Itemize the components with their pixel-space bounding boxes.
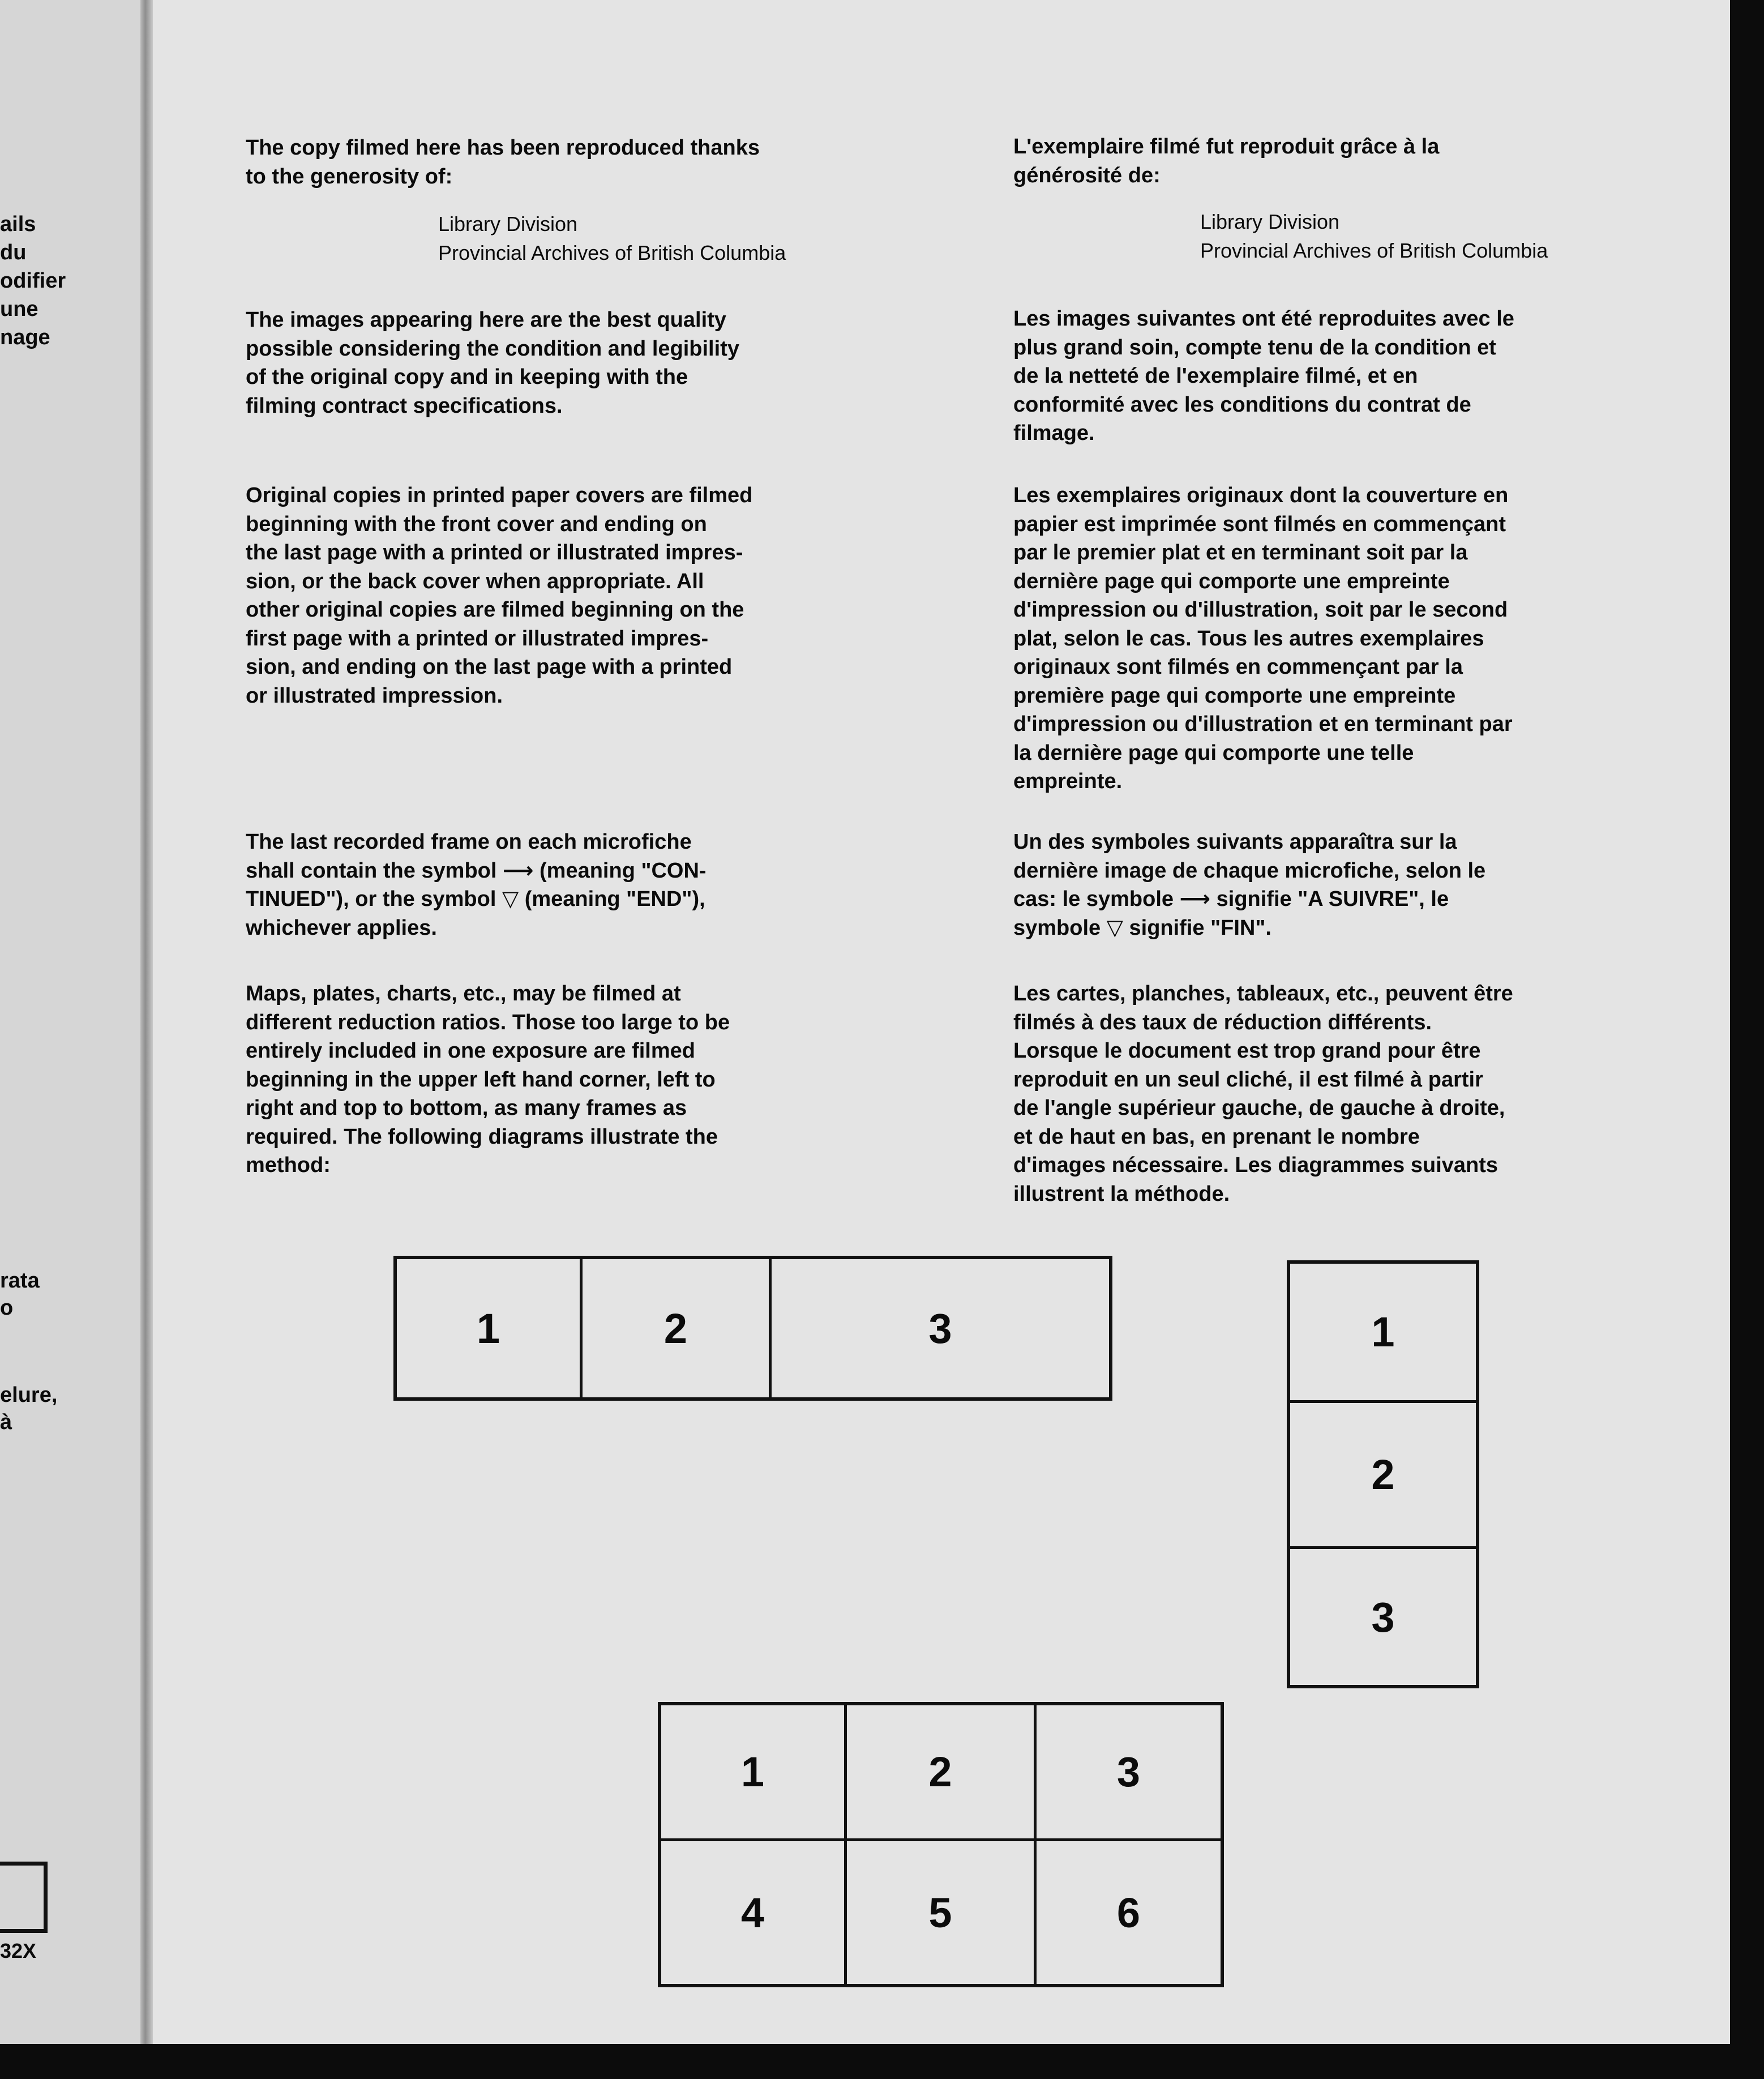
text-line: sion, or the back cover when appropriate. All bbox=[246, 569, 704, 593]
text-line: de l'angle supérieur gauche, de gauche à droite, bbox=[1013, 1096, 1505, 1120]
text-line: plus grand soin, compte tenu de la condition et bbox=[1013, 335, 1496, 360]
diagram-cell: 1 bbox=[1290, 1264, 1476, 1403]
diagram-cell: 1 bbox=[397, 1259, 583, 1397]
text-line: of the original copy and in keeping with the bbox=[246, 365, 688, 389]
diagram-cell: 2 bbox=[1290, 1403, 1476, 1549]
microfiche-page bbox=[153, 0, 1730, 2044]
text-line: the last page with a printed or illustrated impres- bbox=[246, 541, 743, 564]
diagram-horizontal bbox=[393, 1256, 1112, 1401]
diagram-cell: 3 bbox=[1037, 1705, 1221, 1841]
english-credit bbox=[438, 209, 786, 267]
english-intro bbox=[246, 134, 1033, 191]
text-line: Original copies in printed paper covers are filmed bbox=[246, 484, 753, 507]
text-line: de la netteté de l'exemplaire filmé, et en bbox=[1013, 364, 1418, 388]
english-paragraph-maps bbox=[246, 979, 1033, 1180]
french-paragraph-symbols bbox=[1013, 828, 1704, 942]
text-line: first page with a printed or illustrated impres- bbox=[246, 626, 709, 651]
text-line: d'images nécessaire. Les diagrammes suivants bbox=[1013, 1153, 1498, 1177]
text-line: dernière page qui comporte une empreinte bbox=[1013, 569, 1450, 593]
text-line: plat, selon le cas. Tous les autres exemplaires bbox=[1013, 626, 1484, 651]
fragment-label: 32X bbox=[0, 1939, 37, 1962]
text-line: L'exemplaire filmé fut reproduit grâce à la bbox=[1013, 135, 1440, 159]
diagram-cell: 3 bbox=[1371, 1593, 1395, 1641]
french-credit bbox=[1200, 207, 1548, 265]
text-line: possible considering the condition and legibility bbox=[246, 336, 739, 361]
text-line: The copy filmed here has been reproduced thanks bbox=[246, 136, 760, 160]
english-paragraph-originals bbox=[246, 481, 1033, 710]
text-line: filming contract specifications. bbox=[246, 393, 563, 418]
diagram-vertical bbox=[1287, 1260, 1479, 1688]
text-line: The last recorded frame on each microfiche bbox=[246, 830, 692, 854]
text-line: The images appearing here are the best quality bbox=[246, 308, 726, 332]
french-paragraph-quality bbox=[1013, 305, 1704, 448]
text-line: TINUED"), or the symbol ▽ (meaning "END"), bbox=[246, 887, 705, 911]
text-line: to the generosity of: bbox=[246, 164, 453, 189]
fragment-line: o bbox=[0, 1296, 14, 1320]
credit-line: Provincial Archives of British Columbia bbox=[1200, 239, 1548, 262]
fragment-line: du bbox=[0, 241, 27, 264]
text-line: première page qui comporte une empreinte bbox=[1013, 683, 1456, 708]
text-line: symbole ▽ signifie "FIN". bbox=[1013, 916, 1271, 940]
text-line: empreinte. bbox=[1013, 769, 1123, 793]
text-line: reproduit en un seul cliché, il est filmé à partir bbox=[1013, 1067, 1483, 1092]
text-line: beginning in the upper left hand corner, left to bbox=[246, 1067, 716, 1092]
text-line: Les cartes, planches, tableaux, etc., peuvent être bbox=[1013, 982, 1513, 1006]
french-paragraph-maps bbox=[1013, 979, 1704, 1208]
text-line: d'impression ou d'illustration et en terminant par bbox=[1013, 712, 1513, 736]
text-line: Les images suivantes ont été reproduites avec le bbox=[1013, 307, 1514, 331]
text-line: d'impression ou d'illustration, soit par le second bbox=[1013, 598, 1508, 622]
fragment-line: nage bbox=[0, 326, 50, 349]
text-line: filmés à des taux de réduction différents. bbox=[1013, 1010, 1432, 1034]
text-line: method: bbox=[246, 1153, 331, 1177]
english-paragraph-quality bbox=[246, 306, 1033, 420]
text-line: Un des symboles suivants apparaîtra sur la bbox=[1013, 830, 1457, 854]
fragment-line: rata bbox=[0, 1269, 40, 1293]
diagram-cell: 6 bbox=[1116, 1889, 1141, 1936]
text-line: sion, and ending on the last page with a printed bbox=[246, 655, 733, 679]
text-line: dernière image de chaque microfiche, selon le bbox=[1013, 858, 1486, 883]
diagram-cell: 2 bbox=[847, 1705, 1037, 1841]
diagram-cell: 3 bbox=[928, 1304, 952, 1352]
text-line: Maps, plates, charts, etc., may be filmed at bbox=[246, 982, 681, 1006]
text-line: or illustrated impression. bbox=[246, 683, 503, 708]
fragment-line: à bbox=[0, 1410, 12, 1434]
text-line: entirely included in one exposure are filmed bbox=[246, 1039, 695, 1063]
text-line: par le premier plat et en terminant soit par la bbox=[1013, 541, 1468, 564]
fragment-line: une bbox=[0, 297, 38, 321]
credit-line: Library Division bbox=[438, 212, 578, 236]
text-line: originaux sont filmés en commençant par la bbox=[1013, 655, 1463, 679]
text-line: cas: le symbole ⟶ signifie "A SUIVRE", le bbox=[1013, 887, 1449, 911]
diagram-grid bbox=[658, 1702, 1224, 1987]
fragment-line: odifier bbox=[0, 269, 66, 293]
credit-line: Library Division bbox=[1200, 210, 1340, 233]
text-line: beginning with the front cover and ending on bbox=[246, 512, 707, 536]
diagram-cell: 1 bbox=[661, 1705, 847, 1841]
page-gutter bbox=[140, 0, 153, 2044]
english-paragraph-symbols bbox=[246, 828, 1033, 942]
text-line: générosité de: bbox=[1013, 163, 1161, 187]
text-line: Les exemplaires originaux dont la couverture en bbox=[1013, 484, 1509, 507]
film-edge bbox=[1730, 0, 1764, 2044]
text-line: required. The following diagrams illustrate the bbox=[246, 1124, 718, 1149]
text-line: whichever applies. bbox=[246, 916, 437, 940]
text-line: right and top to bottom, as many frames as bbox=[246, 1096, 687, 1120]
diagram-cell-wrap bbox=[772, 1259, 1109, 1397]
french-paragraph-originals bbox=[1013, 481, 1704, 796]
fragment-box bbox=[0, 1862, 48, 1933]
text-line: different reduction ratios. Those too large to be bbox=[246, 1010, 730, 1034]
text-line: other original copies are filmed beginning on the bbox=[246, 598, 744, 622]
diagram-cell: 2 bbox=[583, 1259, 772, 1397]
text-line: conformité avec les conditions du contrat de bbox=[1013, 392, 1471, 417]
text-line: filmage. bbox=[1013, 421, 1095, 445]
text-line: Lorsque le document est trop grand pour être bbox=[1013, 1039, 1481, 1063]
text-line: et de haut en bas, en prenant le nombre bbox=[1013, 1124, 1420, 1149]
diagram-cell: 4 bbox=[661, 1841, 847, 1984]
text-line: papier est imprimée sont filmés en commençant bbox=[1013, 512, 1506, 536]
diagram-cell: 5 bbox=[847, 1841, 1037, 1984]
text-line: illustrent la méthode. bbox=[1013, 1182, 1230, 1206]
fragment-line: elure, bbox=[0, 1383, 58, 1407]
left-page-fragment bbox=[0, 0, 146, 2044]
text-line: shall contain the symbol ⟶ (meaning "CON- bbox=[246, 858, 707, 883]
credit-line: Provincial Archives of British Columbia bbox=[438, 241, 786, 264]
text-line: la dernière page qui comporte une telle bbox=[1013, 741, 1414, 765]
fragment-line: ails bbox=[0, 212, 36, 236]
french-intro bbox=[1013, 132, 1704, 190]
